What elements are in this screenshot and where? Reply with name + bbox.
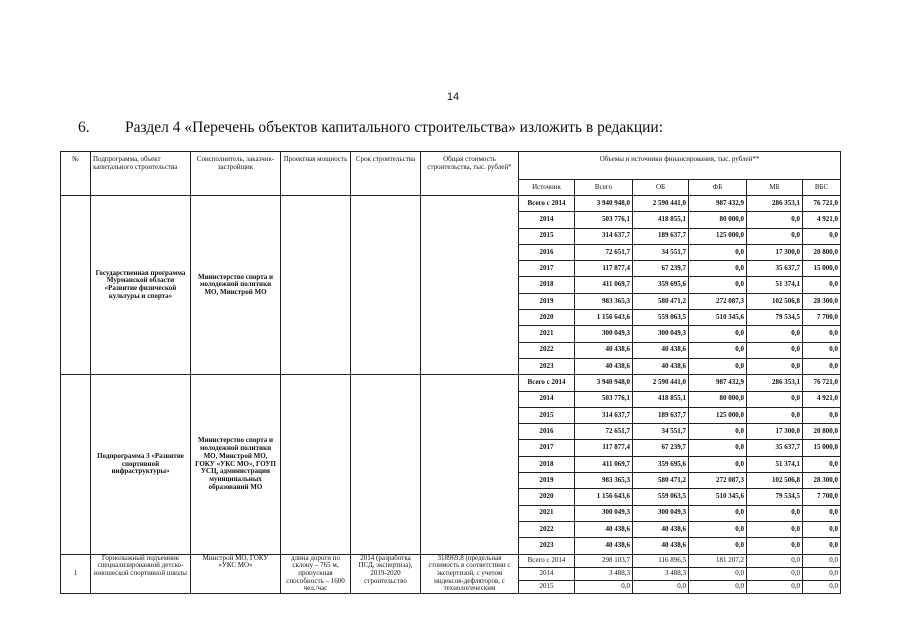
financing-value: 1 156 643,6 xyxy=(575,489,633,505)
financing-value: 3 940 948,0 xyxy=(575,196,633,212)
subheader-cell: Всего xyxy=(575,180,633,196)
financing-value: 0,0 xyxy=(633,580,689,593)
financing-value: 411 069,7 xyxy=(575,456,633,472)
financing-value: 0,0 xyxy=(803,567,841,580)
financing-value: 418 855,1 xyxy=(633,391,689,407)
financing-value: 0,0 xyxy=(747,538,803,554)
subheader-cell: Источник xyxy=(519,180,575,196)
financing-value: 359 695,6 xyxy=(633,456,689,472)
financing-value: 0,0 xyxy=(689,521,747,537)
source-year: 2020 xyxy=(519,310,575,326)
total-cost: 318969,8 (предельная стоимость в соответствии с экспертизой, с учетом индексов-дефляторов, с технологическим xyxy=(421,554,519,593)
financing-value: 0,0 xyxy=(747,567,803,580)
financing-value: 0,0 xyxy=(747,407,803,423)
financing-value: 40 438,6 xyxy=(575,538,633,554)
header-num: № xyxy=(61,152,91,196)
total-cost xyxy=(421,375,519,554)
financing-value: 0,0 xyxy=(689,261,747,277)
source-year: Всего с 2014 xyxy=(519,196,575,212)
financing-value: 0,0 xyxy=(689,538,747,554)
coexecutor: Минстрой МО, ГОКУ «УКС МО» xyxy=(191,554,281,593)
financing-value: 35 637,7 xyxy=(747,440,803,456)
source-year: 2019 xyxy=(519,293,575,309)
financing-value: 0,0 xyxy=(803,326,841,342)
financing-value: 7 700,0 xyxy=(803,489,841,505)
source-year: 2018 xyxy=(519,456,575,472)
financing-value: 0,0 xyxy=(803,538,841,554)
subheader-cell: ВБС xyxy=(803,180,841,196)
source-year: 2023 xyxy=(519,358,575,374)
financing-value: 181 207,2 xyxy=(689,554,747,567)
financing-value: 40 438,6 xyxy=(575,358,633,374)
financing-value: 17 300,0 xyxy=(747,244,803,260)
financing-value: 0,0 xyxy=(803,521,841,537)
financing-value: 0,0 xyxy=(689,244,747,260)
financing-value: 580 471,2 xyxy=(633,293,689,309)
source-year: Всего с 2014 xyxy=(519,554,575,567)
financing-value: 34 551,7 xyxy=(633,424,689,440)
financing-value: 418 855,1 xyxy=(633,212,689,228)
financing-value: 0,0 xyxy=(747,554,803,567)
financing-value: 4 921,0 xyxy=(803,391,841,407)
financing-value: 0,0 xyxy=(803,277,841,293)
object-name: Горнолыжный подъемник специализированной детско-юношеской спортивной школы xyxy=(91,554,191,593)
financing-value: 80 000,0 xyxy=(689,391,747,407)
financing-value: 0,0 xyxy=(803,505,841,521)
source-year: 2021 xyxy=(519,505,575,521)
financing-value: 411 069,7 xyxy=(575,277,633,293)
table-row xyxy=(61,375,841,391)
source-year: 2015 xyxy=(519,407,575,423)
financing-value: 510 345,6 xyxy=(689,489,747,505)
financing-value: 300 049,3 xyxy=(633,326,689,342)
financing-value: 1 156 643,6 xyxy=(575,310,633,326)
project-capacity: длина дороги по склону – 765 м, пропускная способность – 1600 чел./час xyxy=(281,554,351,593)
financing-value: 559 063,5 xyxy=(633,489,689,505)
source-year: 2015 xyxy=(519,228,575,244)
project-capacity xyxy=(281,196,351,375)
financing-value: 300 049,3 xyxy=(633,505,689,521)
financing-value: 0,0 xyxy=(689,580,747,593)
financing-value: 17 300,0 xyxy=(747,424,803,440)
financing-value: 7 700,0 xyxy=(803,310,841,326)
financing-value: 125 000,0 xyxy=(689,407,747,423)
financing-value: 0,0 xyxy=(689,342,747,358)
financing-value: 510 345,6 xyxy=(689,310,747,326)
row-number: 1 xyxy=(61,554,91,593)
project-capacity xyxy=(281,375,351,554)
row-number xyxy=(61,196,91,375)
financing-value: 0,0 xyxy=(689,358,747,374)
financing-value: 40 438,6 xyxy=(633,521,689,537)
subheader-cell: ОБ xyxy=(633,180,689,196)
financing-value: 0,0 xyxy=(575,580,633,593)
financing-value: 272 087,3 xyxy=(689,473,747,489)
financing-value: 34 551,7 xyxy=(633,244,689,260)
financing-value: 0,0 xyxy=(803,228,841,244)
financing-value: 0,0 xyxy=(803,342,841,358)
financing-value: 76 721,0 xyxy=(803,196,841,212)
financing-value: 125 000,0 xyxy=(689,228,747,244)
financing-value: 28 300,0 xyxy=(803,473,841,489)
financing-value: 0,0 xyxy=(747,342,803,358)
financing-value: 987 432,9 xyxy=(689,375,747,391)
header-coexecutor: Соисполнитель, заказчик-застройщик xyxy=(191,152,281,196)
financing-value: 28 300,0 xyxy=(803,293,841,309)
financing-value: 0,0 xyxy=(689,567,747,580)
source-year: 2014 xyxy=(519,567,575,580)
financing-value: 987 432,9 xyxy=(689,196,747,212)
construction-term xyxy=(351,375,421,554)
financing-value: 15 000,0 xyxy=(803,440,841,456)
object-name: Государственная программа Мурманской области «Развитие физической культуры и спорта» xyxy=(91,196,191,375)
row-number xyxy=(61,375,91,554)
financing-value: 20 800,0 xyxy=(803,244,841,260)
financing-value: 51 374,1 xyxy=(747,277,803,293)
financing-value: 300 049,3 xyxy=(575,505,633,521)
financing-value: 0,0 xyxy=(689,505,747,521)
financing-value: 15 000,0 xyxy=(803,261,841,277)
source-year: 2020 xyxy=(519,489,575,505)
source-year: 2018 xyxy=(519,277,575,293)
financing-value: 3 488,3 xyxy=(575,567,633,580)
source-year: 2019 xyxy=(519,473,575,489)
financing-value: 314 637,7 xyxy=(575,228,633,244)
source-year: 2015 xyxy=(519,580,575,593)
financing-value: 40 438,6 xyxy=(575,342,633,358)
header-capacity: Проектная мощность xyxy=(281,152,351,196)
financing-value: 0,0 xyxy=(747,228,803,244)
financing-value: 298 103,7 xyxy=(575,554,633,567)
financing-value: 2 590 441,0 xyxy=(633,196,689,212)
financing-value: 117 877,4 xyxy=(575,261,633,277)
source-year: 2014 xyxy=(519,391,575,407)
financing-value: 40 438,6 xyxy=(633,538,689,554)
financing-value: 3 940 948,0 xyxy=(575,375,633,391)
source-year: Всего с 2014 xyxy=(519,375,575,391)
source-year: 2016 xyxy=(519,244,575,260)
source-year: 2016 xyxy=(519,424,575,440)
section-heading: Раздел 4 «Перечень объектов капитального строительства» изложить в редакции: xyxy=(125,119,664,136)
source-year: 2023 xyxy=(519,538,575,554)
financing-value: 79 534,5 xyxy=(747,310,803,326)
financing-value: 0,0 xyxy=(747,212,803,228)
financing-value: 20 800,0 xyxy=(803,424,841,440)
financing-value: 72 651,7 xyxy=(575,244,633,260)
subheader-cell: МБ xyxy=(747,180,803,196)
financing-value: 72 651,7 xyxy=(575,424,633,440)
financing-value: 189 637,7 xyxy=(633,407,689,423)
section-number: 6. xyxy=(78,119,90,136)
construction-term: 2014 (разработка ПСД, экспертиза), 2019-2020 строительство xyxy=(351,554,421,593)
financing-value: 79 534,5 xyxy=(747,489,803,505)
financing-value: 0,0 xyxy=(803,456,841,472)
financing-value: 286 353,1 xyxy=(747,375,803,391)
object-name: Подпрограмма 3 «Развитие спортивной инфраструктуры» xyxy=(91,375,191,554)
financing-value: 189 637,7 xyxy=(633,228,689,244)
page-number: 14 xyxy=(446,91,460,103)
capital-construction-table xyxy=(60,151,841,594)
table-row xyxy=(61,196,841,212)
financing-value: 0,0 xyxy=(747,358,803,374)
financing-value: 559 063,5 xyxy=(633,310,689,326)
financing-value: 0,0 xyxy=(747,580,803,593)
financing-value: 0,0 xyxy=(689,456,747,472)
financing-value: 51 374,1 xyxy=(747,456,803,472)
financing-value: 76 721,0 xyxy=(803,375,841,391)
total-cost xyxy=(421,196,519,375)
financing-value: 272 087,3 xyxy=(689,293,747,309)
financing-value: 503 776,1 xyxy=(575,212,633,228)
financing-value: 0,0 xyxy=(689,277,747,293)
financing-value: 0,0 xyxy=(747,521,803,537)
table-row xyxy=(61,554,841,567)
financing-value: 314 637,7 xyxy=(575,407,633,423)
financing-value: 983 365,3 xyxy=(575,473,633,489)
financing-value: 4 921,0 xyxy=(803,212,841,228)
financing-value: 359 695,6 xyxy=(633,277,689,293)
header-row xyxy=(61,152,841,180)
financing-value: 0,0 xyxy=(803,407,841,423)
financing-value: 0,0 xyxy=(803,358,841,374)
financing-value: 40 438,6 xyxy=(575,521,633,537)
source-year: 2021 xyxy=(519,326,575,342)
financing-value: 67 239,7 xyxy=(633,261,689,277)
financing-value: 0,0 xyxy=(803,554,841,567)
financing-value: 0,0 xyxy=(689,440,747,456)
header-cost: Общая стоимость строительства, тыс. рублей* xyxy=(421,152,519,196)
source-year: 2017 xyxy=(519,261,575,277)
source-year: 2022 xyxy=(519,342,575,358)
financing-value: 3 488,3 xyxy=(633,567,689,580)
source-year: 2017 xyxy=(519,440,575,456)
financing-value: 0,0 xyxy=(803,580,841,593)
financing-value: 116 896,5 xyxy=(633,554,689,567)
financing-value: 2 590 441,0 xyxy=(633,375,689,391)
financing-value: 117 877,4 xyxy=(575,440,633,456)
header-term: Срок строительства xyxy=(351,152,421,196)
financing-value: 0,0 xyxy=(689,424,747,440)
financing-value: 80 000,0 xyxy=(689,212,747,228)
financing-value: 286 353,1 xyxy=(747,196,803,212)
coexecutor: Министерство спорта и молодежной политики МО, Минстрой МО, ГОКУ «УКС МО», ГОУП УСЦ, администрации муниципальных образований МО xyxy=(191,375,281,554)
financing-value: 580 471,2 xyxy=(633,473,689,489)
financing-value: 983 365,3 xyxy=(575,293,633,309)
header-financing: Объемы и источники финансирования, тыс. рублей** xyxy=(519,152,841,180)
subheader-cell: ФБ xyxy=(689,180,747,196)
construction-term xyxy=(351,196,421,375)
financing-value: 0,0 xyxy=(747,391,803,407)
coexecutor: Министерство спорта и молодежной политики МО, Минстрой МО xyxy=(191,196,281,375)
financing-value: 0,0 xyxy=(747,505,803,521)
financing-value: 102 506,8 xyxy=(747,473,803,489)
header-subprogram: Подпрограмма, объект капитального строительства xyxy=(91,152,191,196)
financing-value: 102 506,8 xyxy=(747,293,803,309)
financing-value: 0,0 xyxy=(689,326,747,342)
source-year: 2014 xyxy=(519,212,575,228)
financing-value: 503 776,1 xyxy=(575,391,633,407)
financing-value: 300 049,3 xyxy=(575,326,633,342)
financing-value: 35 637,7 xyxy=(747,261,803,277)
financing-value: 40 438,6 xyxy=(633,342,689,358)
source-year: 2022 xyxy=(519,521,575,537)
financing-value: 40 438,6 xyxy=(633,358,689,374)
financing-value: 67 239,7 xyxy=(633,440,689,456)
financing-value: 0,0 xyxy=(747,326,803,342)
